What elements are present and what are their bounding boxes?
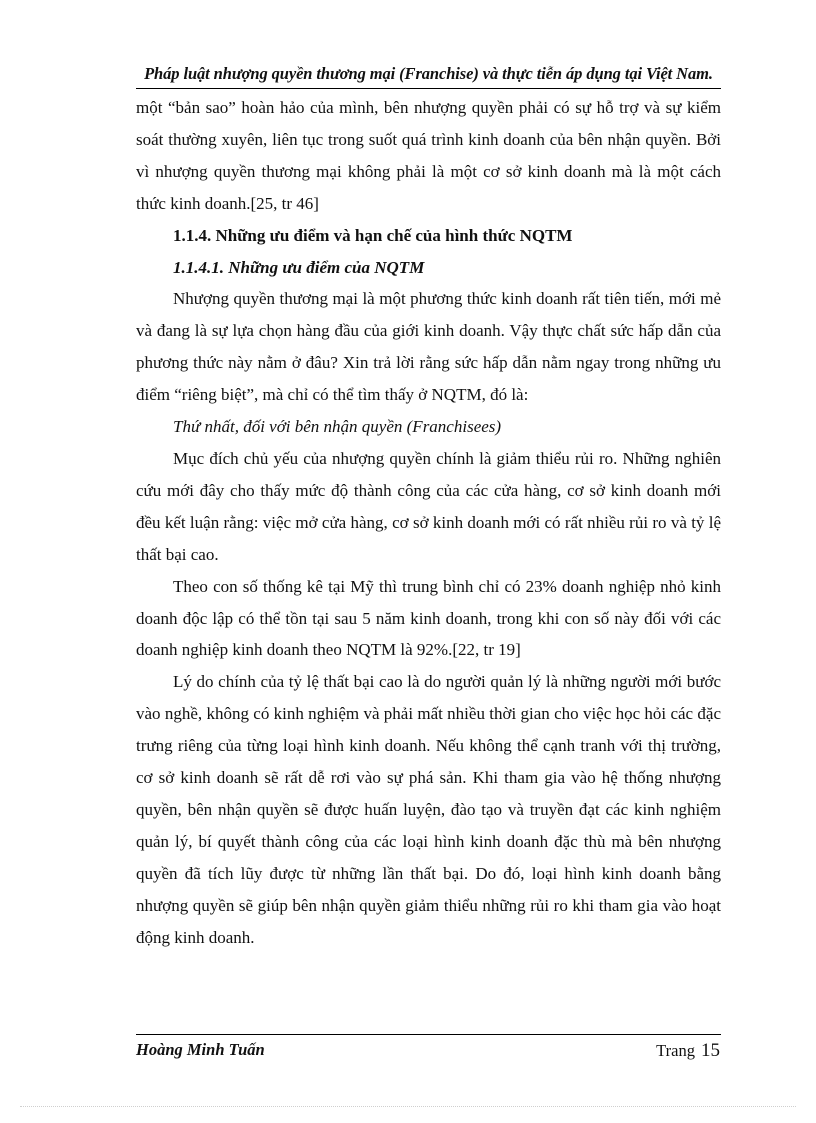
page-bottom-border [20, 1106, 796, 1107]
paragraph-statistics: Theo con số thống kê tại Mỹ thì trung bình chỉ có 23% doanh nghiệp nhỏ kinh doanh độc lập có thể tồn tại sau 5 năm kinh doanh, trong khi con số này đối với các doanh nghiệp kinh doanh theo NQTM là 92%.[22, tr 19] [136, 576, 721, 660]
paragraph-intro: Nhượng quyền thương mại là một phương thức kinh doanh rất tiên tiến, mới mẻ và đang là sự lựa chọn hàng đầu của giới kinh doanh. Vậy thực chất sức hấp dẫn của phương thức này nằm ở đâu? Xin trả lời rằng sức hấp dẫn nằm ngay trong những ưu điểm “riêng biệt”, mà chỉ có thể tìm thấy ở NQTM, đó là: [136, 289, 721, 405]
footer-rule [136, 1034, 721, 1035]
header-rule [136, 88, 721, 89]
page-number: 15 [701, 1040, 720, 1061]
footer-page-number [656, 1040, 720, 1062]
page-label: Trang [656, 1041, 695, 1060]
paragraph-continuation: một “bản sao” hoàn hảo của mình, bên nhượng quyền phải có sự hỗ trợ và sự kiểm soát thường xuyên, liên tục trong suốt quá trình kinh doanh của bên nhận quyền. Bởi vì nhượng quyền thương mại không phải là một cơ sở kinh doanh mà là một cách thức kinh doanh.[25, tr 46] [136, 98, 721, 213]
paragraph-reasons: Lý do chính của tỷ lệ thất bại cao là do người quản lý là những người mới bước vào nghề, không có kinh nghiệm và phải mất nhiều thời gian cho việc học hỏi các đặc trưng riêng của từng loại hình kinh doanh. Nếu không thể cạnh tranh với thị trường, cơ sở kinh doanh sẽ rất dễ rơi vào sự phá sản. Khi tham gia vào hệ thống nhượng quyền, bên nhận quyền sẽ được huấn luyện, đào tạo và truyền đạt các kinh nghiệm quản lý, bí quyết thành công của các loại hình kinh doanh đặc thù mà bên nhượng quyền đã tích lũy được từ những lần thất bại. Do đó, loại hình kinh doanh bằng nhượng quyền sẽ giúp bên nhận quyền giảm thiểu những rủi ro khi tham gia vào hoạt động kinh doanh. [136, 672, 721, 947]
document-body [136, 92, 721, 953]
paragraph-purpose: Mục đích chủ yếu của nhượng quyền chính là giảm thiểu rủi ro. Những nghiên cứu mới đây cho thấy mức độ thành công của các cửa hàng, cơ sở kinh doanh mới đều kết luận rằng: việc mở cửa hàng, cơ sở kinh doanh mới có rất nhiều rủi ro và tỷ lệ thất bại cao. [136, 448, 721, 564]
running-header: Pháp luật nhượng quyền thương mại (Franchise) và thực tiễn áp dụng tại Việt Nam. [144, 64, 713, 83]
footer-author: Hoàng Minh Tuấn [136, 1040, 265, 1059]
section-heading: 1.1.4. Những ưu điểm và hạn chế của hình thức NQTM [173, 225, 573, 245]
subheading-franchisees: Thứ nhất, đối với bên nhận quyền (Franchisees) [173, 417, 502, 437]
subsection-heading: 1.1.4.1. Những ưu điểm của NQTM [173, 257, 425, 277]
